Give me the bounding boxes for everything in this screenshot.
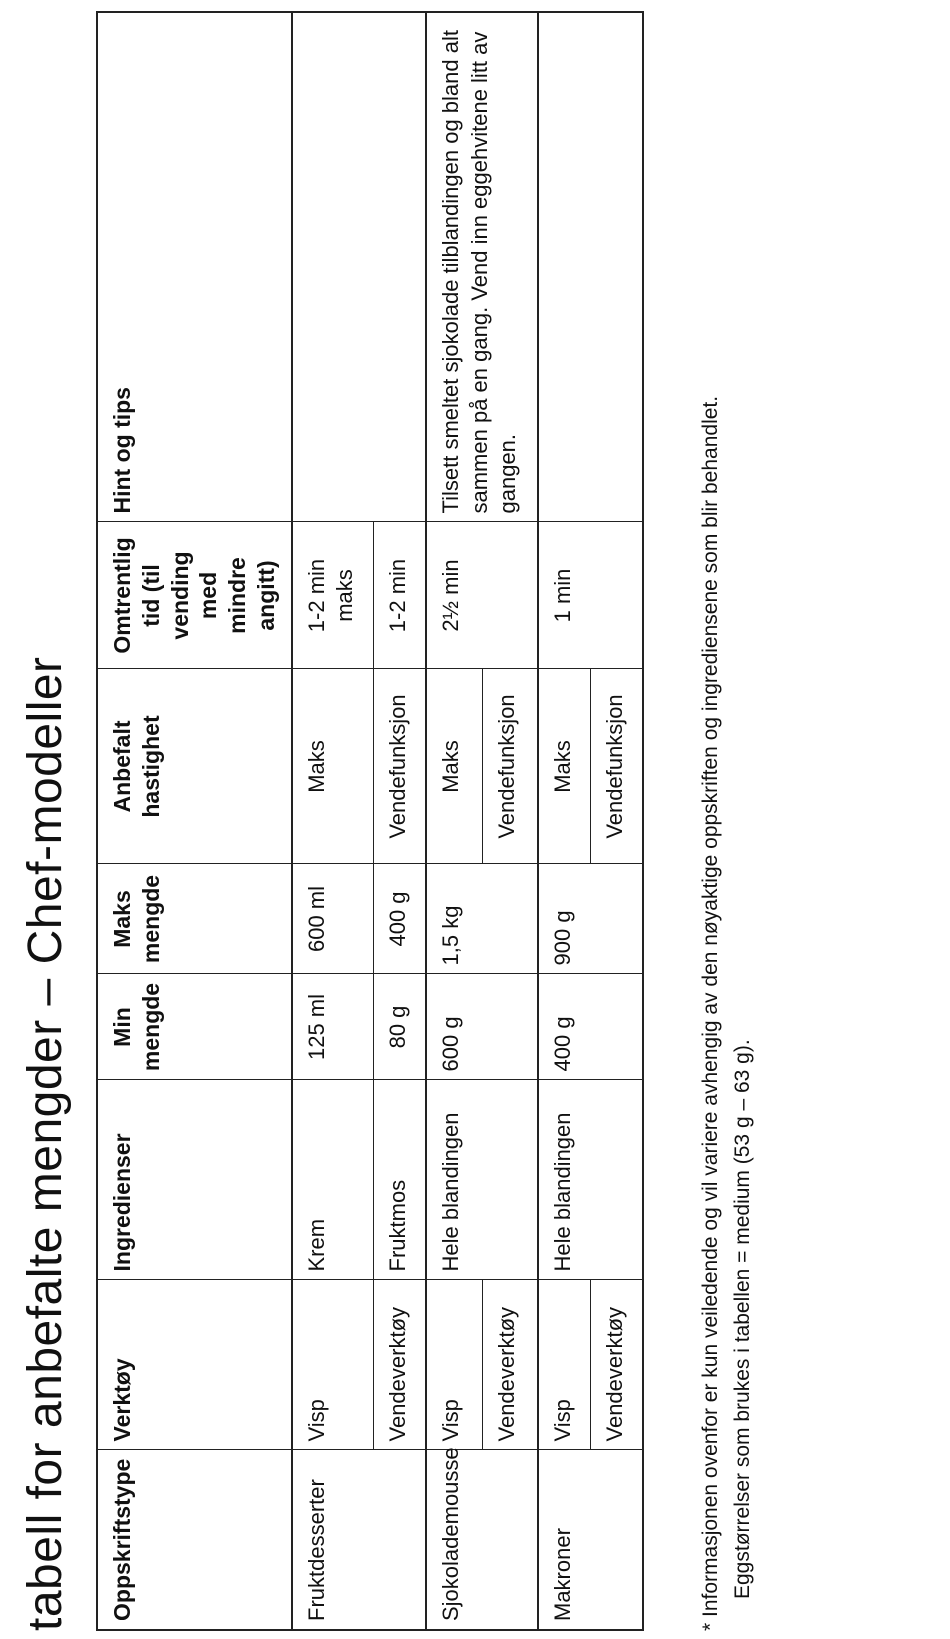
header-time: Omtrentlig tid (til vending med mindre angitt) xyxy=(97,522,292,669)
cell-tool: Visp xyxy=(426,1280,482,1450)
cell-tips: Tilsett smeltet sjokolade tilblandingen og bland alt sammen på en gang. Vend inn eggehvitene litt av gangen. xyxy=(426,12,539,522)
cell-min: 400 g xyxy=(538,974,643,1080)
cell-ingredients: Hele blandingen xyxy=(538,1080,643,1280)
recipe-amounts-table xyxy=(96,11,644,1631)
cell-tips xyxy=(292,12,426,522)
cell-time: 1 min xyxy=(538,522,643,669)
table-row xyxy=(538,12,590,1630)
cell-max: 900 g xyxy=(538,864,643,974)
cell-recipe-type: Fruktdesserter xyxy=(292,1450,426,1630)
cell-speed: Vendefunksjon xyxy=(591,669,643,864)
cell-tool: Visp xyxy=(538,1280,590,1450)
cell-max: 400 g xyxy=(374,864,426,974)
cell-ingredients: Hele blandingen xyxy=(426,1080,539,1280)
cell-ingredients: Fruktmos xyxy=(374,1080,426,1280)
table-header-row xyxy=(97,12,292,1630)
cell-speed: Maks xyxy=(426,669,482,864)
page-title: tabell for anbefalte mengder – Chef-modeller xyxy=(19,656,72,1631)
cell-recipe-type: Sjokolademousse xyxy=(426,1450,539,1630)
cell-time: 1-2 min maks xyxy=(292,522,374,669)
cell-ingredients: Krem xyxy=(292,1080,374,1280)
header-tool: Verktøy xyxy=(97,1280,292,1450)
header-max-amount: Maks mengde xyxy=(97,864,292,974)
cell-tool: Vendeverktøy xyxy=(591,1280,643,1450)
cell-max: 1,5 kg xyxy=(426,864,539,974)
table-row xyxy=(426,12,482,1630)
header-min-amount: Min mengde xyxy=(97,974,292,1080)
cell-speed: Vendefunksjon xyxy=(374,669,426,864)
header-ingredients: Ingredienser xyxy=(97,1080,292,1280)
cell-recipe-type: Makroner xyxy=(538,1450,643,1630)
cell-tool: Visp xyxy=(292,1280,374,1450)
cell-min: 125 ml xyxy=(292,974,374,1080)
cell-tool: Vendeverktøy xyxy=(374,1280,426,1450)
cell-speed: Maks xyxy=(292,669,374,864)
cell-time: 1-2 min xyxy=(374,522,426,669)
cell-tool: Vendeverktøy xyxy=(482,1280,538,1450)
header-tips: Hint og tips xyxy=(97,12,292,522)
footnote-egg-size: Eggstørrelser som brukes i tabellen = medium (53 g – 63 g). xyxy=(731,1039,754,1599)
cell-tips xyxy=(538,12,643,522)
cell-min: 600 g xyxy=(426,974,539,1080)
cell-speed: Vendefunksjon xyxy=(482,669,538,864)
header-speed: Anbefalt hastighet xyxy=(97,669,292,864)
cell-time: 2½ min xyxy=(426,522,539,669)
cell-max: 600 ml xyxy=(292,864,374,974)
cell-speed: Maks xyxy=(538,669,590,864)
footnote-disclaimer: * Informasjonen ovenfor er kun veiledende og vil variere avhengig av den nøyaktige oppskriften og ingrediensene som blir behandlet. xyxy=(699,395,722,1631)
cell-min: 80 g xyxy=(374,974,426,1080)
header-recipe-type: Oppskriftstype xyxy=(97,1450,292,1630)
table-row xyxy=(292,12,374,1630)
